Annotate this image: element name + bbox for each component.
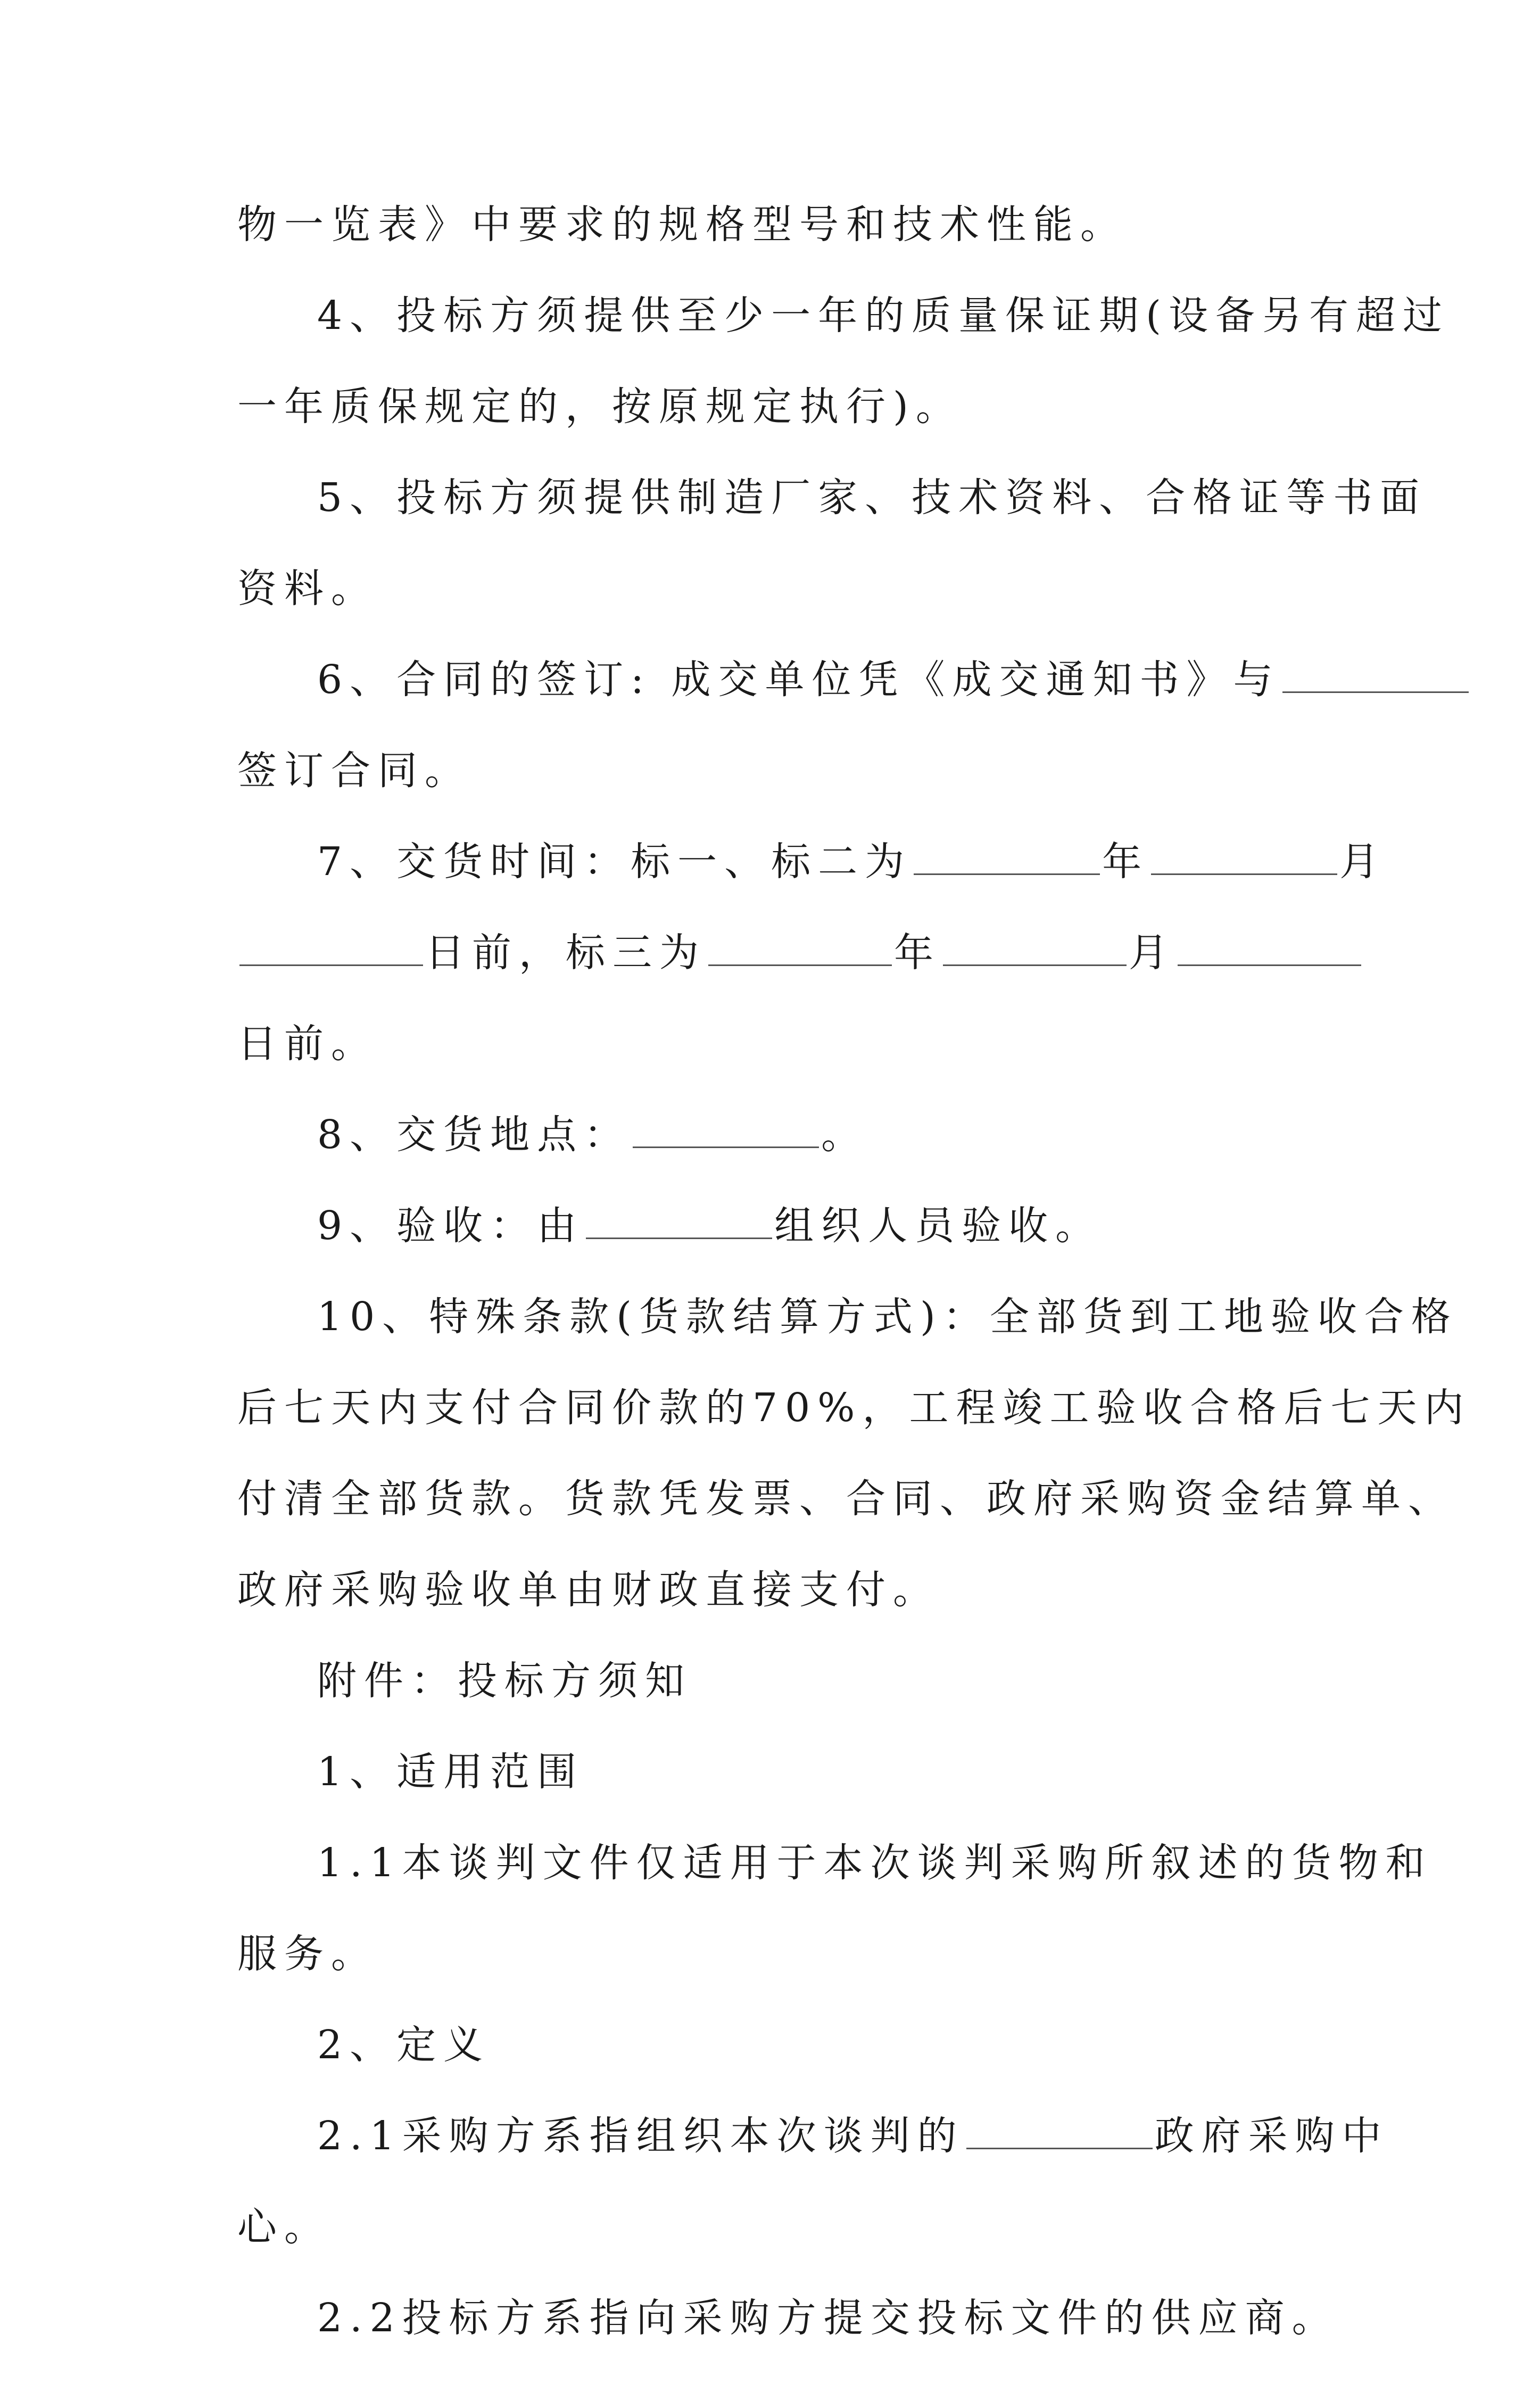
- clause-7-end: [237, 1019, 1318, 1069]
- clause-5: [237, 473, 1427, 523]
- text-span: 7、交货时间：标一、标二为: [317, 839, 912, 885]
- text-span: 心。: [237, 2204, 331, 2250]
- text-span: 2.2投标方系指向采购方提交投标文件的供应商。: [317, 2295, 1339, 2341]
- text-span: 月: [1339, 839, 1387, 885]
- fill-in-blank: [1178, 933, 1361, 966]
- text-span: 日前。: [237, 1021, 378, 1067]
- text-span: 付清全部货款。货款凭发票、合同、政府采购资金结算单、: [237, 1476, 1455, 1522]
- clause-1-1-continued: [237, 1929, 1318, 1979]
- fill-in-blank: [1151, 842, 1337, 875]
- appendix-heading: [237, 1656, 1318, 1706]
- clause-10-continued: [237, 1383, 1471, 1433]
- clause-4-continued: [237, 382, 1318, 432]
- text-span: 月: [1129, 930, 1175, 976]
- fill-in-blank: [708, 933, 892, 966]
- clause-4: [237, 291, 1450, 341]
- fill-in-blank: [239, 933, 423, 966]
- clause-1-1: [237, 1838, 1433, 1888]
- text-span: 资料。: [237, 566, 378, 612]
- clause-9: [237, 1201, 1318, 1251]
- clause-2-2: [237, 2293, 1339, 2343]
- text-span: 物一览表》中要求的规格型号和技术性能。: [237, 202, 1127, 248]
- text-span: 政府采购中: [1154, 2113, 1389, 2159]
- text-span: 后七天内支付合同价款的70%，工程竣工验收合格后七天内: [237, 1385, 1471, 1431]
- text-span: 1.1本谈判文件仅适用于本次谈判采购所叙述的货物和: [317, 1840, 1433, 1886]
- clause-2-1-continued: [237, 2202, 1318, 2252]
- clause-6: [237, 655, 1318, 705]
- text-span: 年: [894, 930, 941, 976]
- fill-in-blank: [943, 933, 1127, 966]
- text-span: 附件：投标方须知: [317, 1658, 692, 1704]
- text-span: 9、验收：由: [317, 1203, 584, 1249]
- clause-10: [237, 1292, 1458, 1342]
- paragraph-line: [237, 200, 1318, 250]
- text-span: 日前，标三为: [425, 930, 706, 976]
- text-span: 4、投标方须提供至少一年的质量保证期(设备另有超过: [317, 293, 1450, 339]
- clause-6-continued: [237, 746, 1318, 796]
- text-span: 2.1采购方系指组织本次谈判的: [317, 2113, 964, 2159]
- text-span: 8、交货地点：: [317, 1112, 631, 1158]
- clause-10-continued: [237, 1474, 1455, 1524]
- clause-10-continued: [237, 1565, 1318, 1615]
- section-2-heading: [237, 2020, 1318, 2070]
- section-1-heading: [237, 1747, 1318, 1797]
- text-span: 1、适用范围: [317, 1749, 584, 1795]
- clause-7: [237, 837, 1387, 887]
- clause-7-continued: [237, 928, 1318, 978]
- text-span: 6、合同的签订: 成交单位凭《成交通知书》与: [317, 657, 1280, 703]
- text-span: 。: [821, 1112, 868, 1158]
- clause-8: [237, 1110, 1318, 1160]
- fill-in-blank: [966, 2116, 1153, 2149]
- text-span: 5、投标方须提供制造厂家、技术资料、合格证等书面: [317, 475, 1427, 521]
- text-span: 一年质保规定的，按原规定执行)。: [237, 384, 963, 430]
- text-span: 10、特殊条款(货款结算方式)：全部货到工地验收合格: [317, 1294, 1458, 1340]
- text-span: 政府采购验收单由财政直接支付。: [237, 1567, 940, 1613]
- text-span: 签订合同。: [237, 748, 471, 794]
- document-body: [237, 200, 1471, 2384]
- text-span: 2、定义: [317, 2022, 491, 2068]
- text-span: 年: [1102, 839, 1149, 885]
- text-span: 组织人员验收。: [774, 1203, 1103, 1249]
- fill-in-blank: [1282, 659, 1469, 693]
- fill-in-blank: [914, 842, 1100, 875]
- text-span: 服务。: [237, 1931, 378, 1977]
- clause-5-continued: [237, 564, 1318, 614]
- fill-in-blank: [586, 1206, 772, 1239]
- clause-2-1: [237, 2111, 1389, 2161]
- fill-in-blank: [633, 1115, 819, 1148]
